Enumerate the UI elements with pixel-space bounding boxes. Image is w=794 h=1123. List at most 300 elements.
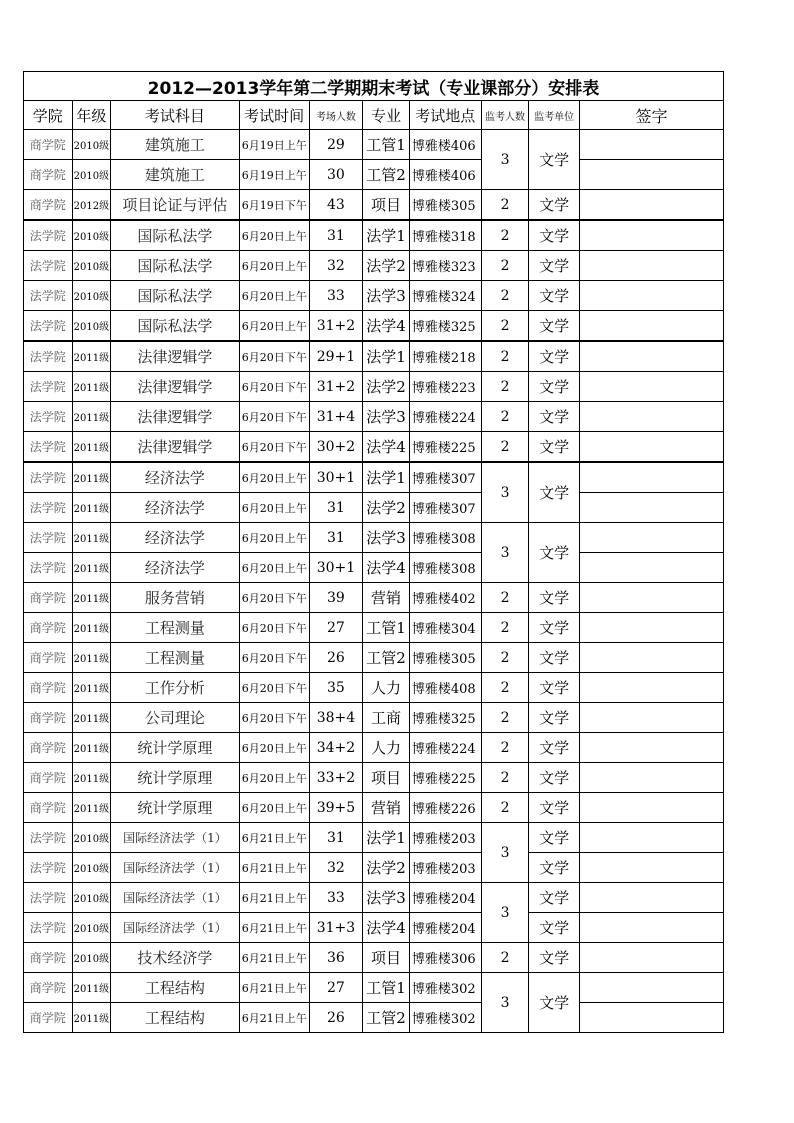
grade-cell: 2010级: [72, 160, 110, 190]
invigilator-count-cell: 2: [481, 220, 529, 251]
exam-location-cell: 博雅楼224: [409, 733, 481, 763]
major-cell: 法学1: [363, 462, 410, 493]
exam-location-cell: 博雅楼307: [409, 462, 481, 493]
exam-location-cell: 博雅楼225: [409, 432, 481, 463]
exam-time-cell: 6月21日上午: [239, 883, 309, 913]
college-cell: 商学院: [24, 160, 73, 190]
signature-cell: [579, 311, 723, 342]
major-cell: 法学1: [363, 341, 410, 372]
exam-location-cell: 博雅楼324: [409, 281, 481, 311]
signature-cell: [579, 372, 723, 402]
signature-cell: [579, 793, 723, 823]
major-cell: 法学3: [363, 883, 410, 913]
student-count-cell: 36: [309, 943, 363, 973]
student-count-cell: 31: [309, 523, 363, 553]
student-count-cell: 27: [309, 613, 363, 643]
grade-cell: 2010级: [72, 943, 110, 973]
grade-cell: 2011级: [72, 1003, 110, 1033]
college-cell: 商学院: [24, 703, 73, 733]
exam-time-cell: 6月21日上午: [239, 913, 309, 943]
exam-location-cell: 博雅楼224: [409, 402, 481, 432]
major-cell: 法学3: [363, 281, 410, 311]
table-row: [24, 703, 724, 733]
table-row: [24, 493, 724, 523]
major-cell: 营销: [363, 793, 410, 823]
exam-location-cell: 博雅楼406: [409, 130, 481, 160]
exam-location-cell: 博雅楼302: [409, 973, 481, 1003]
exam-time-cell: 6月20日下午: [239, 643, 309, 673]
invigilator-count-cell: 3: [481, 823, 529, 883]
subject-cell: 法律逻辑学: [111, 372, 240, 402]
exam-location-cell: 博雅楼305: [409, 643, 481, 673]
exam-location-cell: 博雅楼307: [409, 493, 481, 523]
college-cell: 商学院: [24, 583, 73, 613]
exam-time-cell: 6月20日上午: [239, 733, 309, 763]
signature-cell: [579, 733, 723, 763]
student-count-cell: 27: [309, 973, 363, 1003]
college-cell: 商学院: [24, 733, 73, 763]
invigilator-unit-cell: 文学: [529, 523, 580, 583]
table-row: [24, 913, 724, 943]
invigilator-unit-cell: 文学: [529, 281, 580, 311]
invigilator-unit-cell: 文学: [529, 130, 580, 190]
exam-time-cell: 6月20日上午: [239, 281, 309, 311]
exam-location-cell: 博雅楼304: [409, 613, 481, 643]
student-count-cell: 30+1: [309, 553, 363, 583]
exam-location-cell: 博雅楼226: [409, 793, 481, 823]
table-title: 2012—2013学年第二学期期末考试（专业课部分）安排表: [24, 72, 724, 101]
major-cell: 法学4: [363, 913, 410, 943]
grade-cell: 2010级: [72, 853, 110, 883]
exam-time-cell: 6月20日上午: [239, 251, 309, 281]
invigilator-count-cell: 2: [481, 583, 529, 613]
major-cell: 法学4: [363, 553, 410, 583]
signature-cell: [579, 493, 723, 523]
subject-cell: 国际私法学: [111, 251, 240, 281]
subject-cell: 国际经济法学（1）: [111, 913, 240, 943]
signature-cell: [579, 613, 723, 643]
invigilator-count-cell: 2: [481, 251, 529, 281]
exam-time-cell: 6月20日上午: [239, 220, 309, 251]
invigilator-count-cell: 2: [481, 763, 529, 793]
signature-cell: [579, 673, 723, 703]
invigilator-count-cell: 2: [481, 372, 529, 402]
grade-cell: 2011级: [72, 793, 110, 823]
college-cell: 法学院: [24, 523, 73, 553]
invigilator-unit-cell: 文学: [529, 793, 580, 823]
invigilator-count-cell: 2: [481, 613, 529, 643]
student-count-cell: 33: [309, 281, 363, 311]
table-row: [24, 402, 724, 432]
exam-time-cell: 6月20日下午: [239, 432, 309, 463]
exam-time-cell: 6月20日上午: [239, 311, 309, 342]
major-cell: 工管2: [363, 1003, 410, 1033]
student-count-cell: 30+1: [309, 462, 363, 493]
table-row: [24, 220, 724, 251]
signature-cell: [579, 432, 723, 463]
grade-cell: 2010级: [72, 130, 110, 160]
signature-cell: [579, 943, 723, 973]
grade-cell: 2010级: [72, 220, 110, 251]
exam-location-cell: 博雅楼325: [409, 311, 481, 342]
exam-location-cell: 博雅楼308: [409, 553, 481, 583]
college-cell: 法学院: [24, 553, 73, 583]
header-count: 考场人数: [309, 101, 363, 130]
header-signature: 签字: [579, 101, 723, 130]
signature-cell: [579, 160, 723, 190]
invigilator-count-cell: 2: [481, 432, 529, 463]
exam-time-cell: 6月20日上午: [239, 553, 309, 583]
student-count-cell: 31: [309, 823, 363, 853]
major-cell: 法学3: [363, 402, 410, 432]
invigilator-unit-cell: 文学: [529, 913, 580, 943]
subject-cell: 经济法学: [111, 553, 240, 583]
signature-cell: [579, 190, 723, 221]
exam-location-cell: 博雅楼204: [409, 883, 481, 913]
college-cell: 法学院: [24, 853, 73, 883]
invigilator-unit-cell: 文学: [529, 943, 580, 973]
invigilator-count-cell: 2: [481, 703, 529, 733]
invigilator-count-cell: 3: [481, 973, 529, 1033]
signature-cell: [579, 703, 723, 733]
college-cell: 商学院: [24, 973, 73, 1003]
exam-location-cell: 博雅楼203: [409, 853, 481, 883]
exam-location-cell: 博雅楼305: [409, 190, 481, 221]
college-cell: 商学院: [24, 1003, 73, 1033]
grade-cell: 2011级: [72, 703, 110, 733]
exam-location-cell: 博雅楼223: [409, 372, 481, 402]
signature-cell: [579, 643, 723, 673]
grade-cell: 2011级: [72, 341, 110, 372]
grade-cell: 2011级: [72, 583, 110, 613]
invigilator-count-cell: 3: [481, 462, 529, 523]
header-college: 学院: [24, 101, 73, 130]
table-row: [24, 190, 724, 221]
major-cell: 法学2: [363, 493, 410, 523]
subject-cell: 统计学原理: [111, 763, 240, 793]
signature-cell: [579, 462, 723, 493]
grade-cell: 2011级: [72, 613, 110, 643]
invigilator-unit-cell: 文学: [529, 190, 580, 221]
table-row: [24, 251, 724, 281]
college-cell: 商学院: [24, 763, 73, 793]
invigilator-count-cell: 2: [481, 402, 529, 432]
subject-cell: 法律逻辑学: [111, 341, 240, 372]
invigilator-count-cell: 2: [481, 643, 529, 673]
header-time: 考试时间: [239, 101, 309, 130]
student-count-cell: 31+3: [309, 913, 363, 943]
exam-time-cell: 6月20日下午: [239, 341, 309, 372]
exam-time-cell: 6月21日上午: [239, 943, 309, 973]
major-cell: 人力: [363, 733, 410, 763]
student-count-cell: 33: [309, 883, 363, 913]
grade-cell: 2010级: [72, 311, 110, 342]
exam-time-cell: 6月20日下午: [239, 372, 309, 402]
header-major: 专业: [363, 101, 410, 130]
major-cell: 工管2: [363, 643, 410, 673]
college-cell: 法学院: [24, 913, 73, 943]
major-cell: 营销: [363, 583, 410, 613]
subject-cell: 工程测量: [111, 643, 240, 673]
major-cell: 工商: [363, 703, 410, 733]
student-count-cell: 26: [309, 1003, 363, 1033]
major-cell: 法学4: [363, 311, 410, 342]
college-cell: 法学院: [24, 493, 73, 523]
table-row: [24, 583, 724, 613]
invigilator-unit-cell: 文学: [529, 462, 580, 523]
grade-cell: 2011级: [72, 733, 110, 763]
college-cell: 法学院: [24, 432, 73, 463]
major-cell: 工管2: [363, 160, 410, 190]
exam-time-cell: 6月20日下午: [239, 673, 309, 703]
table-row: [24, 883, 724, 913]
table-row: [24, 1003, 724, 1033]
table-body: [24, 130, 724, 1033]
exam-time-cell: 6月21日上午: [239, 1003, 309, 1033]
grade-cell: 2011级: [72, 432, 110, 463]
exam-time-cell: 6月21日上午: [239, 973, 309, 1003]
invigilator-count-cell: 2: [481, 341, 529, 372]
exam-location-cell: 博雅楼325: [409, 703, 481, 733]
subject-cell: 统计学原理: [111, 793, 240, 823]
table-row: [24, 793, 724, 823]
invigilator-unit-cell: 文学: [529, 402, 580, 432]
invigilator-count-cell: 2: [481, 190, 529, 221]
college-cell: 商学院: [24, 613, 73, 643]
invigilator-unit-cell: 文学: [529, 643, 580, 673]
invigilator-unit-cell: 文学: [529, 973, 580, 1033]
table-row: [24, 673, 724, 703]
table-row: [24, 823, 724, 853]
major-cell: 工管1: [363, 130, 410, 160]
exam-time-cell: 6月21日上午: [239, 853, 309, 883]
college-cell: 法学院: [24, 281, 73, 311]
table-row: [24, 853, 724, 883]
exam-location-cell: 博雅楼402: [409, 583, 481, 613]
grade-cell: 2011级: [72, 462, 110, 493]
college-cell: 商学院: [24, 643, 73, 673]
invigilator-count-cell: 2: [481, 793, 529, 823]
subject-cell: 项目论证与评估: [111, 190, 240, 221]
signature-cell: [579, 523, 723, 553]
invigilator-unit-cell: 文学: [529, 673, 580, 703]
invigilator-count-cell: 3: [481, 130, 529, 190]
exam-time-cell: 6月20日上午: [239, 493, 309, 523]
college-cell: 法学院: [24, 402, 73, 432]
invigilator-unit-cell: 文学: [529, 220, 580, 251]
table-row: [24, 763, 724, 793]
table-row: [24, 432, 724, 463]
subject-cell: 工程测量: [111, 613, 240, 643]
student-count-cell: 31: [309, 220, 363, 251]
invigilator-unit-cell: 文学: [529, 341, 580, 372]
exam-time-cell: 6月20日下午: [239, 703, 309, 733]
table-row: [24, 523, 724, 553]
grade-cell: 2011级: [72, 973, 110, 1003]
grade-cell: 2010级: [72, 823, 110, 853]
invigilator-unit-cell: 文学: [529, 823, 580, 853]
table-row: [24, 733, 724, 763]
table-row: [24, 130, 724, 160]
student-count-cell: 31+2: [309, 311, 363, 342]
exam-time-cell: 6月20日上午: [239, 763, 309, 793]
grade-cell: 2011级: [72, 372, 110, 402]
subject-cell: 国际经济法学（1）: [111, 823, 240, 853]
college-cell: 法学院: [24, 341, 73, 372]
subject-cell: 国际私法学: [111, 281, 240, 311]
invigilator-unit-cell: 文学: [529, 883, 580, 913]
student-count-cell: 29+1: [309, 341, 363, 372]
signature-cell: [579, 402, 723, 432]
header-grade: 年级: [72, 101, 110, 130]
signature-cell: [579, 130, 723, 160]
exam-time-cell: 6月19日上午: [239, 160, 309, 190]
subject-cell: 工作分析: [111, 673, 240, 703]
signature-cell: [579, 341, 723, 372]
major-cell: 法学1: [363, 823, 410, 853]
table-row: [24, 341, 724, 372]
exam-location-cell: 博雅楼302: [409, 1003, 481, 1033]
exam-time-cell: 6月20日下午: [239, 402, 309, 432]
subject-cell: 服务营销: [111, 583, 240, 613]
subject-cell: 建筑施工: [111, 160, 240, 190]
invigilator-unit-cell: 文学: [529, 703, 580, 733]
grade-cell: 2011级: [72, 643, 110, 673]
header-unit: 监考单位: [529, 101, 580, 130]
grade-cell: 2010级: [72, 251, 110, 281]
subject-cell: 经济法学: [111, 523, 240, 553]
invigilator-unit-cell: 文学: [529, 733, 580, 763]
invigilator-unit-cell: 文学: [529, 251, 580, 281]
subject-cell: 经济法学: [111, 493, 240, 523]
major-cell: 法学3: [363, 523, 410, 553]
invigilator-count-cell: 3: [481, 523, 529, 583]
signature-cell: [579, 281, 723, 311]
exam-time-cell: 6月20日下午: [239, 613, 309, 643]
invigilator-count-cell: 2: [481, 311, 529, 342]
major-cell: 人力: [363, 673, 410, 703]
college-cell: 法学院: [24, 462, 73, 493]
major-cell: 项目: [363, 943, 410, 973]
subject-cell: 国际私法学: [111, 311, 240, 342]
subject-cell: 建筑施工: [111, 130, 240, 160]
signature-cell: [579, 1003, 723, 1033]
student-count-cell: 31: [309, 493, 363, 523]
header-invigilators: 监考人数: [481, 101, 529, 130]
exam-time-cell: 6月21日上午: [239, 823, 309, 853]
college-cell: 商学院: [24, 943, 73, 973]
grade-cell: 2011级: [72, 673, 110, 703]
grade-cell: 2012级: [72, 190, 110, 221]
exam-location-cell: 博雅楼406: [409, 160, 481, 190]
exam-location-cell: 博雅楼306: [409, 943, 481, 973]
subject-cell: 法律逻辑学: [111, 402, 240, 432]
invigilator-unit-cell: 文学: [529, 311, 580, 342]
college-cell: 商学院: [24, 793, 73, 823]
invigilator-unit-cell: 文学: [529, 432, 580, 463]
student-count-cell: 31+2: [309, 372, 363, 402]
grade-cell: 2011级: [72, 402, 110, 432]
invigilator-unit-cell: 文学: [529, 763, 580, 793]
student-count-cell: 33+2: [309, 763, 363, 793]
exam-location-cell: 博雅楼218: [409, 341, 481, 372]
student-count-cell: 35: [309, 673, 363, 703]
grade-cell: 2011级: [72, 763, 110, 793]
header-row: [24, 101, 724, 130]
major-cell: 法学1: [363, 220, 410, 251]
table-row: [24, 973, 724, 1003]
subject-cell: 经济法学: [111, 462, 240, 493]
exam-location-cell: 博雅楼225: [409, 763, 481, 793]
student-count-cell: 32: [309, 251, 363, 281]
exam-location-cell: 博雅楼318: [409, 220, 481, 251]
table-row: [24, 643, 724, 673]
exam-time-cell: 6月20日上午: [239, 462, 309, 493]
major-cell: 法学2: [363, 853, 410, 883]
subject-cell: 工程结构: [111, 1003, 240, 1033]
table-row: [24, 462, 724, 493]
college-cell: 法学院: [24, 311, 73, 342]
signature-cell: [579, 220, 723, 251]
major-cell: 工管1: [363, 973, 410, 1003]
subject-cell: 公司理论: [111, 703, 240, 733]
student-count-cell: 34+2: [309, 733, 363, 763]
invigilator-unit-cell: 文学: [529, 372, 580, 402]
exam-time-cell: 6月20日上午: [239, 523, 309, 553]
exam-schedule-sheet: [23, 71, 724, 1033]
exam-location-cell: 博雅楼308: [409, 523, 481, 553]
exam-schedule-table: [23, 71, 724, 1033]
invigilator-count-cell: 2: [481, 733, 529, 763]
college-cell: 商学院: [24, 130, 73, 160]
grade-cell: 2011级: [72, 523, 110, 553]
grade-cell: 2010级: [72, 913, 110, 943]
grade-cell: 2011级: [72, 553, 110, 583]
signature-cell: [579, 973, 723, 1003]
signature-cell: [579, 251, 723, 281]
invigilator-count-cell: 2: [481, 673, 529, 703]
invigilator-unit-cell: 文学: [529, 583, 580, 613]
table-row: [24, 553, 724, 583]
grade-cell: 2010级: [72, 281, 110, 311]
table-row: [24, 281, 724, 311]
college-cell: 法学院: [24, 220, 73, 251]
table-row: [24, 160, 724, 190]
student-count-cell: 26: [309, 643, 363, 673]
exam-location-cell: 博雅楼204: [409, 913, 481, 943]
major-cell: 法学2: [363, 372, 410, 402]
college-cell: 法学院: [24, 823, 73, 853]
subject-cell: 法律逻辑学: [111, 432, 240, 463]
invigilator-unit-cell: 文学: [529, 613, 580, 643]
college-cell: 商学院: [24, 190, 73, 221]
subject-cell: 工程结构: [111, 973, 240, 1003]
signature-cell: [579, 583, 723, 613]
signature-cell: [579, 553, 723, 583]
major-cell: 法学4: [363, 432, 410, 463]
header-place: 考试地点: [409, 101, 481, 130]
grade-cell: 2010级: [72, 883, 110, 913]
exam-time-cell: 6月20日下午: [239, 583, 309, 613]
invigilator-count-cell: 2: [481, 281, 529, 311]
signature-cell: [579, 853, 723, 883]
header-subject: 考试科目: [111, 101, 240, 130]
student-count-cell: 31+4: [309, 402, 363, 432]
student-count-cell: 32: [309, 853, 363, 883]
exam-time-cell: 6月19日下午: [239, 190, 309, 221]
invigilator-count-cell: 3: [481, 883, 529, 943]
table-row: [24, 613, 724, 643]
